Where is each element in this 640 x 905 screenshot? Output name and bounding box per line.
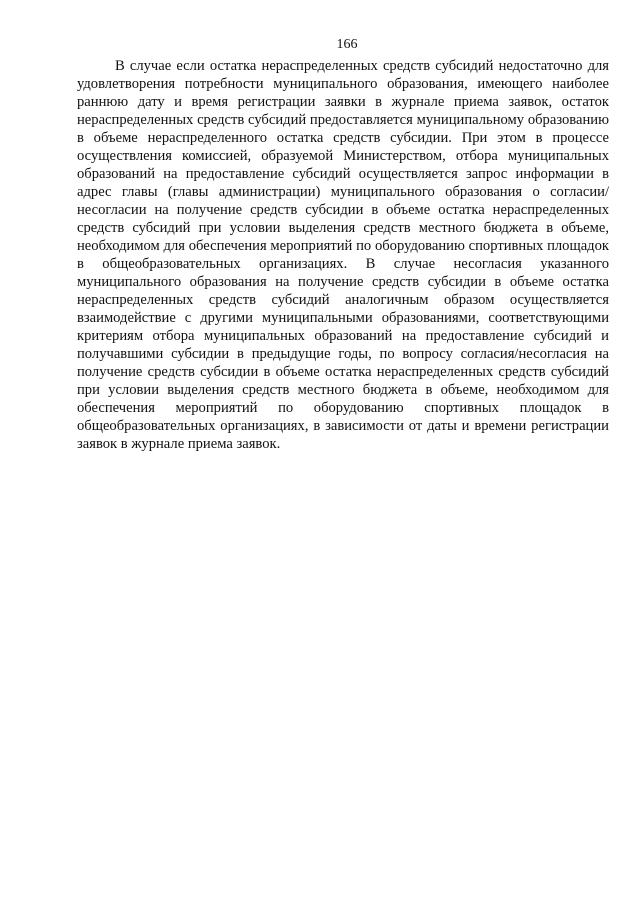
body-paragraph: В случае если остатка нераспределенных средств субсидий недостаточно для удовлетворения потребности муниципального образования, имеющего наиболее раннюю дату и время регистрации заявки в журнале приема заявок, остаток нераспределенных средств субсидий предоставляется муниципальному образованию в объеме нераспределенного остатка средств субсидии. При этом в процессе осуществления комиссией, образуемой Министерством, отбора муниципальных образований на предоставление субсидий осуществляется запрос информации в адрес главы (главы администрации) муниципального образования о согласии/несогласии на получение средств субсидии в объеме остатка нераспределенных средств субсидий при условии выделения средств местного бюджета в объеме, необходимом для обеспечения мероприятий по оборудованию спортивных площадок в общеобразовательных организациях. В случае несогласия указанного муниципального образования на получение средств субсидии в объеме остатка нераспределенных средств субсидий аналогичным образом осуществляется взаимодействие с другими муниципальными образованиями, соответствующими критериям отбора муниципальных образований на предоставление субсидий и получавшими субсидии в предыдущие годы, по вопросу согласия/несогласия на получение средств субсидии в объеме остатка нераспределенных средств субсидий при условии выделения средств местного бюджета в объеме, необходимом для обеспечения мероприятий по оборудованию спортивных площадок в общеобразовательных организациях, в зависимости от даты и времени регистрации заявок в журнале приема заявок. <box>77 58 609 452</box>
page-number: 166 <box>336 37 358 52</box>
